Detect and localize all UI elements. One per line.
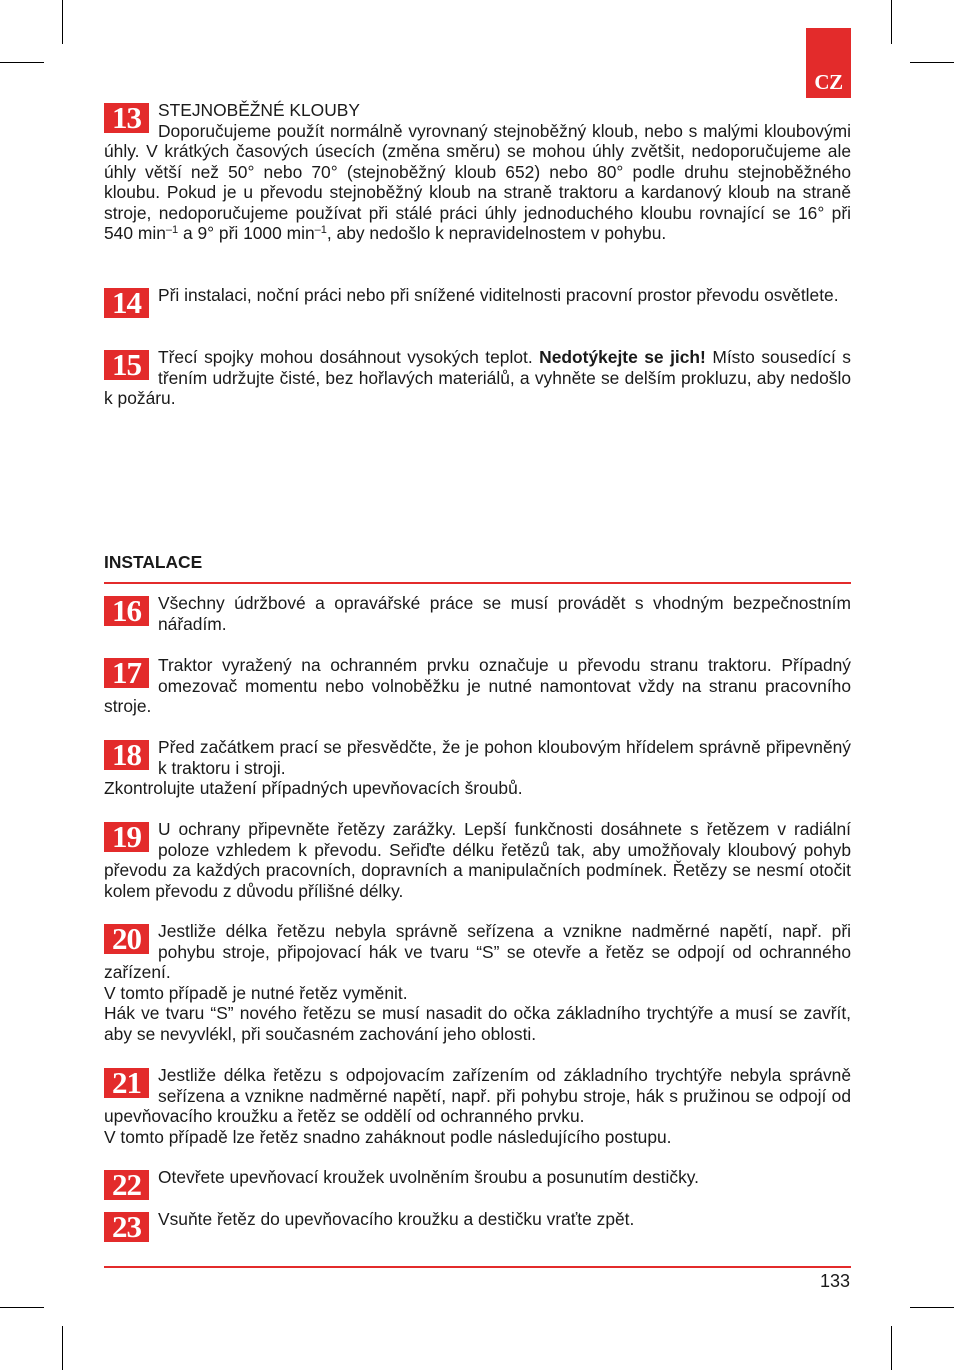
- step-19: [104, 819, 851, 901]
- step-text: Před začátkem prací se přesvědčte, že je pohon kloubovým hřídelem správně připevněný k traktoru i stroji.: [158, 737, 851, 778]
- step-number: 23: [104, 1212, 149, 1242]
- step-20: [104, 921, 851, 1044]
- section-heading: INSTALACE: [104, 552, 203, 572]
- step-number: 19: [104, 822, 149, 852]
- crop-mark: [0, 1307, 44, 1308]
- step-number: 17: [104, 658, 149, 688]
- crop-mark: [62, 0, 63, 44]
- step-13: [104, 100, 851, 244]
- step-text: Při instalaci, noční práci nebo při snížené viditelnosti pracovní prostor převodu osvětlete.: [158, 285, 839, 305]
- footer-divider: [104, 1266, 851, 1268]
- step-number: 15: [104, 350, 149, 380]
- step-text: Třecí spojky mohou dosáhnout vysokých teplot. Nedotýkejte se jich! Místo sousedící s třením udržujte čisté, bez hořlavých materiálů, a vyhněte se delším prokluzu, aby nedošlo k požáru.: [104, 347, 851, 408]
- crop-mark: [891, 0, 892, 44]
- crop-mark: [0, 62, 44, 63]
- step-text: Traktor vyražený na ochranném prvku označuje u převodu stranu traktoru. Případný omezovač momentu nebo volnoběžku je nutné namontovat vždy na stranu pracovního stroje.: [104, 655, 851, 716]
- crop-mark: [62, 1326, 63, 1370]
- divider: [104, 582, 851, 584]
- step-title: STEJNOBĚŽNÉ KLOUBY: [158, 100, 360, 120]
- step-text: Doporučujeme použít normálně vyrovnaný stejnoběžný kloub, nebo s malými kloubovými úhly. V krátkých časových úsecích (změna směru) se mohou úhly zvětšit, nedoporučujeme ale úhly větší než 50° nebo 70° (stejnoběžný kloub 652) nebo 80° podle druhu stejnoběžného kloubu. Pokud je u převodu stejnoběžný kloub na straně traktoru a kardanový kloub na straně stroje, nedoporučujeme používat při stálé práci úhly jednoduchého kloubu rovnající se 16° při 540 $\min^{-1} a$ 9° při 1000 $\min^{-1}$, aby nedošlo k nepravidelnostem v pohybu.: [104, 120, 851, 243]
- step-number: 13: [104, 103, 149, 133]
- page-number: 133: [819, 1271, 850, 1291]
- step-text: Hák ve tvaru “S” nového řetězu se musí nasadit do očka základního trychtýře a musí se zavřít, aby se nevyvlékl, při současném zachování jeho oblosti.: [104, 1003, 851, 1044]
- crop-mark: [891, 1326, 892, 1370]
- step-text: V tomto případě je nutné řetěz vyměnit.: [104, 982, 408, 1003]
- step-text: Otevřete upevňovací kroužek uvolněním šroubu a posunutím destičky.: [158, 1167, 700, 1187]
- step-text: U ochrany připevněte řetězy zarážky. Lepší funkčnosti dosáhnete s řetězem v radiální poloze vzhledem k převodu. Seřiďte délku řetězů tak, aby umožňovaly kloubový pohyb převodu za každých pracovních, dopravních a manipulačních podmínek. Řetězy se nesmí otočit kolem převodu z důvodu přílišné délky.: [104, 819, 851, 901]
- step-16: [104, 593, 851, 634]
- step-number: 21: [104, 1068, 149, 1098]
- step-text: Jestliže délka řetězu s odpojovacím zařízením od základního trychtýře nebyla správně seřízena a vznikne nadměrné napětí, např. při pohybu stroje, hák s pružinou se odpojí od upevňovacího kroužku a řetěz se oddělí od ochranného prvku.: [104, 1065, 851, 1126]
- crop-mark: [910, 1307, 954, 1308]
- step-number: 14: [104, 288, 149, 318]
- step-text: Jestliže délka řetězu nebyla správně seřízena a vznikne nadměrné napětí, např. při pohybu stroje, připojovací hák ve tvaru “S” se otevře a řetěz se odpojí od ochranného zařízení.: [104, 921, 851, 982]
- step-23: [104, 1209, 851, 1242]
- step-21: [104, 1065, 851, 1147]
- step-number: 20: [104, 924, 149, 954]
- step-number: 18: [104, 740, 149, 770]
- language-tab: CZ: [806, 28, 851, 98]
- crop-mark: [910, 62, 954, 63]
- step-text: Zkontrolujte utažení případných upevňovacích šroubů.: [104, 778, 523, 798]
- step-text: Vsuňte řetěz do upevňovacího kroužku a destičku vraťte zpět.: [158, 1209, 635, 1229]
- step-text: Všechny údržbové a opravářské práce se musí provádět s vhodným bezpečnostním nářadím.: [158, 593, 851, 634]
- step-number: 22: [104, 1170, 149, 1200]
- warning-bold: Nedotýkejte se jich!: [539, 347, 706, 367]
- step-15: [104, 347, 851, 409]
- step-18: [104, 737, 851, 799]
- step-17: [104, 655, 851, 717]
- step-14: [104, 285, 851, 318]
- step-22: [104, 1167, 851, 1200]
- step-text: V tomto případě lze řetěz snadno zaháknout podle následujícího postupu.: [104, 1126, 672, 1147]
- step-number: 16: [104, 596, 149, 626]
